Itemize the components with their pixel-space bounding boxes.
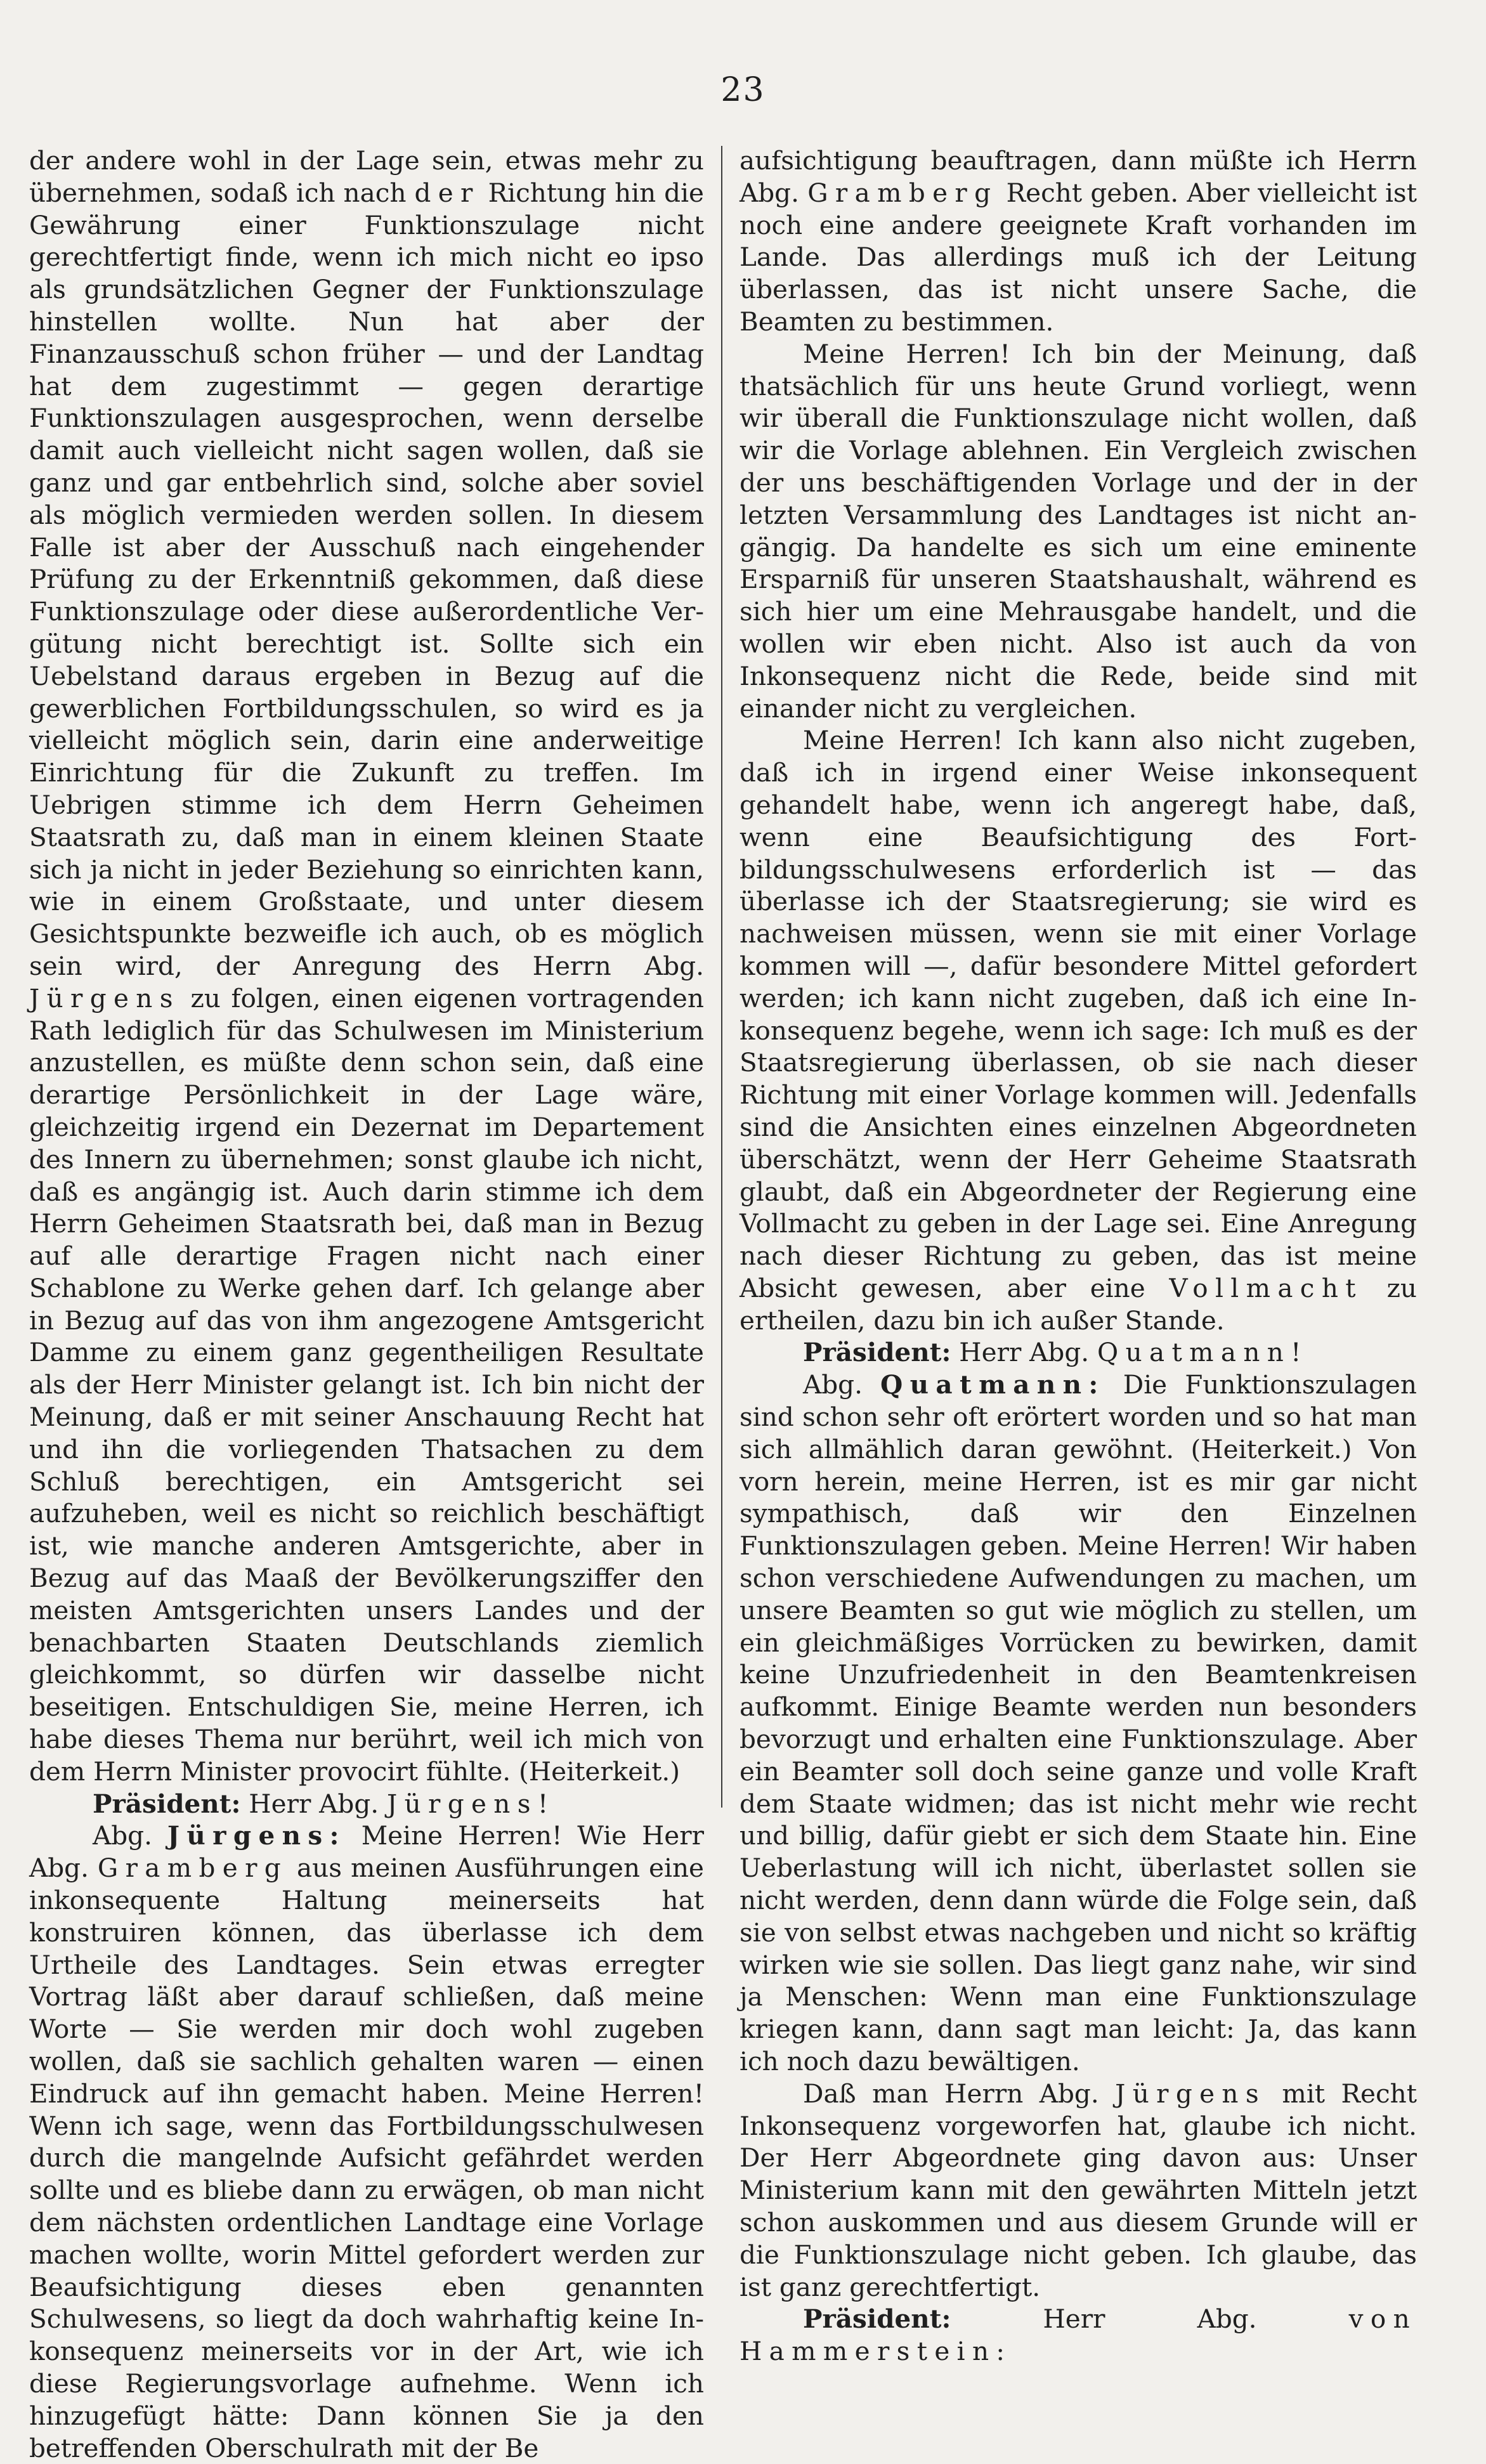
speaker-name: Gramberg — [807, 177, 998, 208]
paragraph: Abg. Quatmann: Die Funktionszulagen sind schon sehr oft erörtert worden und so hat man sich allmählich daran gewöhnt. (Heiterkeit.) Von vorn herein, meine Herren, ist es mir gar nicht sympathisch, daß wir den Einzelnen Funktionszulagen geben. Meine Herren! Wir haben schon verschiedene Aufwendungen zu machen, um unsere Beamten so gut wie möglich zu stellen, um ein gleichmäßiges Vorrücken zu bewirken, damit keine Unzufriedenheit in den Beamtenkreisen aufkommt. Einige Beamte werden nun besonders bevorzugt und erhalten eine Funktionszulage. Aber ein Beamter soll doch seine ganze und volle Kraft dem Staate widmen; das ist nicht mehr wie recht und billig, dafür giebt er sich dem Staate hin. Eine Ueberlastung will ich nicht, überlastet sollen sie nicht werden, denn dann würde die Folge sein, daß sie von selbst etwas nachgeben und nicht so kräftig wirken wie sie sollen. Das liegt ganz nahe, wir sind ja Menschen: Wenn man eine Funktionszulage kriegen kann, dann sagt man leicht: Ja, das kann ich noch dazu bewältigen. — [740, 1369, 1417, 2077]
speaker-name: Quatmann! — [1097, 1337, 1308, 1368]
page-number: 23 — [720, 71, 766, 109]
paragraph: der andere wohl in der Lage sein, etwas mehr zu übernehmen, sodaß ich nach der Richtung hin die Gewährung einer Funktionszulage nicht gerechtfertigt finde, wenn ich mich nicht eo ipso als grundsätzlichen Gegner der Funktionszulage hinstellen wollte. Nun hat aber der Finanzausschuß schon früher — und der Landtag hat dem zugestimmt — gegen derartige Funktionszulagen ausgesprochen, wenn derselbe damit auch vielleicht nicht sagen wollen, daß sie ganz und gar entbehrlich sind, solche aber soviel als möglich vermieden werden sollen. In diesem Falle ist aber der Ausschuß nach eingehender Prüfung zu der Erkenntniß gekommen, daß diese Funktionszulage oder diese außerordentliche Vergütung nicht berechtigt ist. Sollte sich ein Uebelstand daraus ergeben in Bezug auf die gewerblichen Fortbildungsschulen, so wird es ja vielleicht möglich sein, darin eine anderweitige Einrichtung für die Zukunft zu treffen. Im Uebrigen stimme ich dem Herrn Geheimen Staatsrath zu, daß man in einem kleinen Staate sich ja nicht in jeder Beziehung so einrichten kann, wie in einem Großstaate, und unter diesem Gesichtspunkte bezweifle ich auch, ob es möglich sein wird, der Anregung des Herrn Abg. Jürgens zu folgen, einen eigenen vortragenden Rath lediglich für das Schulwesen im Ministerium anzustellen, es müßte denn schon sein, daß eine derartige Persönlichkeit in der Lage wäre, gleichzeitig irgend ein Dezernat im Departement des Innern zu übernehmen; sonst glaube ich nicht, daß es angängig ist. Auch darin stimme ich dem Herrn Geheimen Staatsrath bei, daß man in Bezug auf alle derartige Fragen nicht nach einer Schablone zu Werke gehen darf. Ich gelange aber in Bezug auf das von ihm angezogene Amtsgericht Damme zu einem ganz gegentheiligen Resultate als der Herr Minister gelangt ist. Ich bin nicht der Meinung, daß er mit seiner Anschauung Recht hat und ihn die vorliegenden Thatsachen zu dem Schluß berechtigen, ein Amtsgericht sei aufzuheben, weil es nicht so reichlich beschäftigt ist, wie manche anderen Amtsgerichte, aber in Bezug auf das Maaß der Bevölkerungsziffer den meisten Amtsgerichten unsers Landes und der benachbarten Staaten Deutschlands ziemlich gleichkommt, so dürfen wir dasselbe nicht beseitigen. Entschuldigen Sie, meine Herren, ich habe dieses Thema nur berührt, weil ich mich von dem Herrn Minister provocirt fühlte. (Heiterkeit.) — [29, 145, 704, 1787]
paragraph: Meine Herren! Ich bin der Meinung, daß thatsächlich für uns heute Grund vorliegt, wenn wir überall die Funktionszulage nicht wollen, daß wir die Vorlage ablehnen. Ein Vergleich zwischen der uns beschäftigenden Vorlage und der in der letzten Versammlung des Landtages ist nicht angängig. Da handelte es sich um eine eminente Ersparniß für unseren Staatshaushalt, während es sich hier um eine Mehrausgabe handelt, und die wollen wir eben nicht. Also ist auch da von Inkonsequenz nicht die Rede, beide sind mit einander nicht zu vergleichen. — [740, 338, 1417, 724]
speaker-line: Präsident: Herr Abg. Jürgens! — [93, 1788, 556, 1819]
right-column — [740, 145, 1417, 2368]
speaker-label: Präsident: — [803, 1337, 951, 1368]
speaker-name: von Hammerstein: — [740, 2304, 1417, 2367]
paragraph: Daß man Herrn Abg. Jürgens mit Recht Inkonsequenz vorgeworfen hat, glaube ich nicht. Der Herr Abgeordnete ging davon aus: Unser Ministerium kann mit den gewährten Mitteln jetzt schon auskommen und aus diesem Grunde will er die Funktionszulage nicht geben. Ich glaube, das ist ganz gerechtfertigt. — [740, 2078, 1417, 2302]
speaker-label: Quatmann: — [880, 1369, 1105, 1400]
speaker-line: Präsident: Herr Abg. von Hammerstein: — [740, 2304, 1417, 2367]
speaker-label: Präsident: — [93, 1788, 241, 1819]
column-divider — [721, 146, 722, 1808]
paragraph: aufsichtigung beauftragen, dann müßte ich Herrn Abg. Gramberg Recht geben. Aber vielleicht ist noch eine andere geeignete Kraft vorhanden im Lande. Das allerdings muß ich der Leitung überlassen, das ist nicht unsere Sache, die Beamten zu bestimmen. — [740, 145, 1417, 337]
emphasis-text: Vollmacht — [1169, 1272, 1363, 1303]
paragraph: Meine Herren! Ich kann also nicht zugeben, daß ich in irgend einer Weise inkonsequent gehandelt habe, wenn ich angeregt habe, daß, wenn eine Beaufsichtigung des Fortbildungsschulwesens erforderlich ist — das überlasse ich der Staatsregierung; sie wird es nachweisen müssen, wenn sie mit einer Vorlage kommen will —, dafür besondere Mittel gefordert werden; ich kann nicht zugeben, daß ich eine Inkonsequenz begehe, wenn ich sage: Ich muß es der Staatsregierung überlassen, ob sie nach dieser Richtung mit einer Vorlage kommen will. Jedenfalls sind die Ansichten eines einzelnen Abgeordneten überschätzt, wenn der Herr Geheime Staatsrath glaubt, daß ein Abgeordneter der Regierung eine Vollmacht zu geben in der Lage sei. Eine Anregung nach dieser Richtung zu geben, das ist meine Absicht gewesen, aber eine Vollmacht zu ertheilen, dazu bin ich außer Stande. — [740, 725, 1418, 1336]
speaker-name: Jürgens! — [387, 1788, 556, 1819]
paragraph: Abg. Jürgens: Meine Herren! Wie Herr Abg. Gramberg aus meinen Ausführungen eine inkonsequente Haltung meinerseits hat konstruiren können, das überlasse ich dem Urtheile des Landtages. Sein etwas erregter Vortrag läßt aber darauf schließen, daß meine Worte — Sie werden mir doch wohl zugeben wollen, daß sie sachlich gehalten waren — einen Eindruck auf ihn gemacht haben. Meine Herren! Wenn ich sage, wenn das Fortbildungsschulwesen durch die mangelnde Aufsicht gefährdet werden sollte und es bliebe dann zu erwägen, ob man nicht dem nächsten ordentlichen Landtage eine Vorlage machen wollte, worin Mittel gefordert werden zur Beaufsichtigung dieses eben genannten Schulwesens, so liegt da doch wahrhaftig keine Inkonsequenz meinerseits vor in der Art, wie ich diese Regierungsvorlage aufnehme. Wenn ich hinzugefügt hätte: Dann können Sie ja den betreffenden Oberschulrath mit der Be — [29, 1820, 704, 2463]
speaker-name: Jürgens — [1115, 2078, 1266, 2109]
speaker-line: Präsident: Herr Abg. Quatmann! — [803, 1337, 1308, 1368]
speaker-name: Gramberg — [97, 1853, 289, 1884]
speaker-label: Jürgens: — [167, 1820, 346, 1851]
speaker-label: Präsident: — [803, 2304, 951, 2335]
speaker-name: Jürgens — [29, 982, 180, 1014]
left-column — [29, 145, 704, 2464]
emphasis-text: der — [414, 177, 480, 208]
